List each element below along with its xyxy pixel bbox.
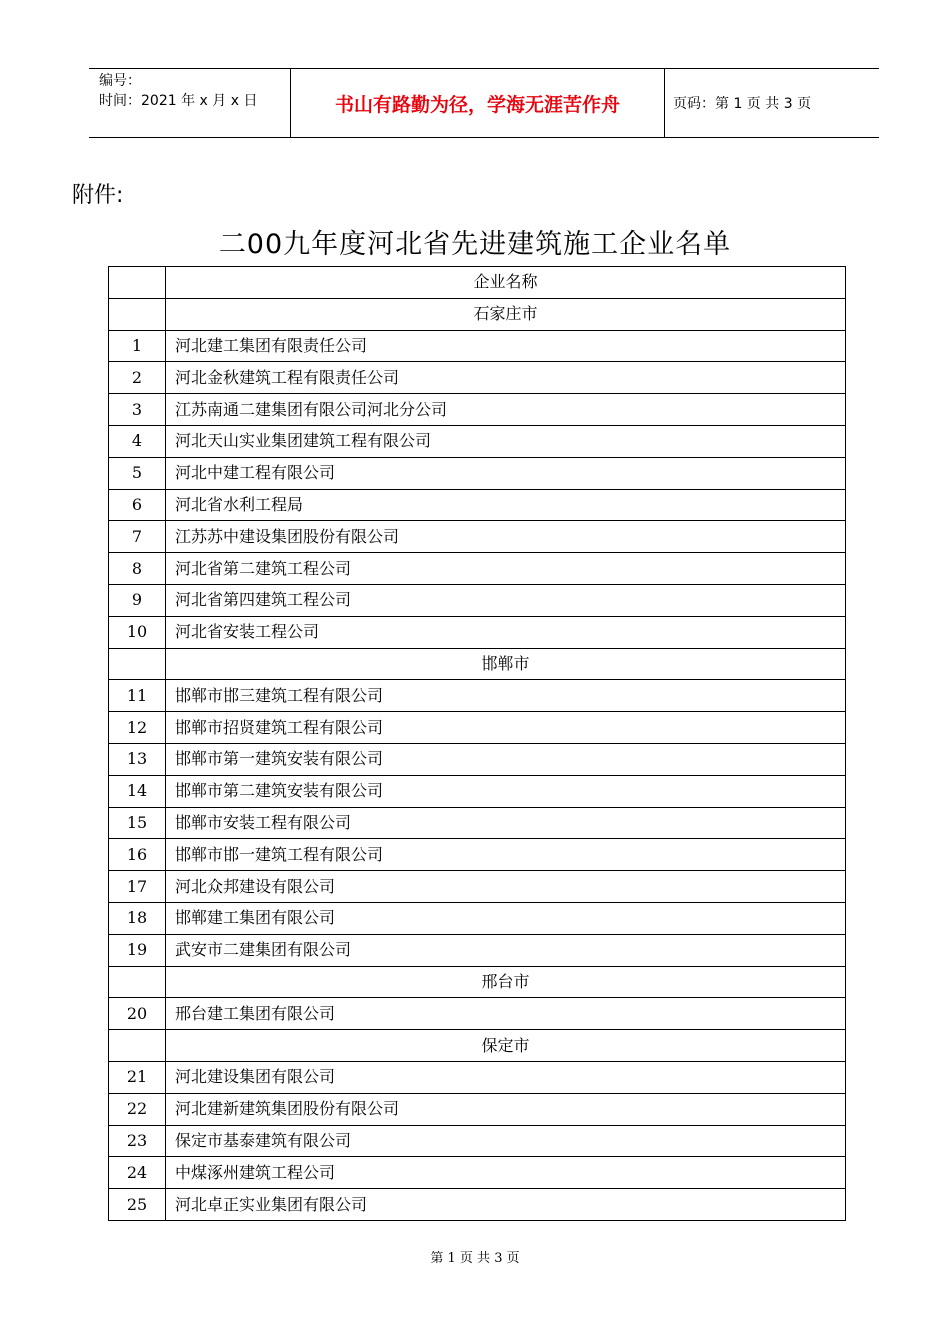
table-row: [109, 362, 846, 394]
row-number: 9: [109, 584, 166, 616]
document-title: 二00九年度河北省先进建筑施工企业名单: [218, 229, 732, 260]
enterprise-table-body: [109, 267, 846, 1221]
table-row: [109, 902, 846, 934]
enterprise-name: 邢台建工集团有限公司: [166, 998, 846, 1030]
row-number: 24: [109, 1157, 166, 1189]
page-footer: 第 1 页 共 3 页: [430, 1251, 520, 1266]
row-number: 4: [109, 425, 166, 457]
enterprise-name: 邯郸市第二建筑安装有限公司: [166, 775, 846, 807]
enterprise-name: 邯郸市安装工程有限公司: [166, 807, 846, 839]
header-motto: 书山有路勤为径，学海无涯苦作舟: [290, 69, 665, 137]
section-row: [109, 298, 846, 330]
table-row: [109, 425, 846, 457]
table-row: [109, 457, 846, 489]
section-label: 保定市: [166, 1030, 846, 1062]
enterprise-table: [108, 266, 846, 1221]
table-row: [109, 394, 846, 426]
time-line: 时间：2021 年 x 月 x 日: [99, 93, 258, 109]
table-row: [109, 775, 846, 807]
enterprise-name: 河北建新建筑集团股份有限公司: [166, 1093, 846, 1125]
section-num-cell: [109, 1030, 166, 1062]
enterprise-name: 邯郸建工集团有限公司: [166, 902, 846, 934]
section-label: 邯郸市: [166, 648, 846, 680]
row-number: 1: [109, 330, 166, 362]
enterprise-name: 邯郸市邯三建筑工程有限公司: [166, 680, 846, 712]
row-number: 2: [109, 362, 166, 394]
row-number: 12: [109, 712, 166, 744]
row-number: 8: [109, 553, 166, 585]
section-row: [109, 966, 846, 998]
header-meta: [99, 71, 289, 111]
enterprise-name: 邯郸市第一建筑安装有限公司: [166, 743, 846, 775]
enterprise-name: 保定市基泰建筑有限公司: [166, 1125, 846, 1157]
table-row: [109, 553, 846, 585]
table-header-row: [109, 267, 846, 299]
table-row: [109, 616, 846, 648]
table-row: [109, 521, 846, 553]
row-number: 15: [109, 807, 166, 839]
enterprise-name: 河北天山实业集团建筑工程有限公司: [166, 425, 846, 457]
column-header: 企业名称: [166, 267, 846, 299]
enterprise-name: 邯郸市招贤建筑工程有限公司: [166, 712, 846, 744]
enterprise-name: 河北省第四建筑工程公司: [166, 584, 846, 616]
table-row: [109, 712, 846, 744]
enterprise-name: 河北省第二建筑工程公司: [166, 553, 846, 585]
table-row: [109, 807, 846, 839]
enterprise-name: 中煤涿州建筑工程公司: [166, 1157, 846, 1189]
enterprise-name: 河北金秋建筑工程有限责任公司: [166, 362, 846, 394]
enterprise-name: 江苏南通二建集团有限公司河北分公司: [166, 394, 846, 426]
row-number: 6: [109, 489, 166, 521]
code-label: 编号：: [99, 73, 141, 89]
enterprise-name: 河北卓正实业集团有限公司: [166, 1189, 846, 1221]
attachment-label: 附件:: [72, 183, 124, 208]
section-num-cell: [109, 966, 166, 998]
table-row: [109, 1157, 846, 1189]
section-row: [109, 1030, 846, 1062]
row-number: 19: [109, 934, 166, 966]
table-row: [109, 1061, 846, 1093]
table-row: [109, 871, 846, 903]
enterprise-name: 河北建设集团有限公司: [166, 1061, 846, 1093]
row-number: 23: [109, 1125, 166, 1157]
enterprise-name: 江苏苏中建设集团股份有限公司: [166, 521, 846, 553]
header-page-info: 页码：第 1 页 共 3 页: [673, 96, 812, 112]
row-number: 7: [109, 521, 166, 553]
enterprise-name: 河北建工集团有限责任公司: [166, 330, 846, 362]
row-number: 10: [109, 616, 166, 648]
section-row: [109, 648, 846, 680]
page-header: [89, 68, 879, 138]
table-row: [109, 1093, 846, 1125]
row-number: 13: [109, 743, 166, 775]
header-num-cell: [109, 267, 166, 299]
row-number: 18: [109, 902, 166, 934]
section-num-cell: [109, 648, 166, 680]
row-number: 16: [109, 839, 166, 871]
table-row: [109, 680, 846, 712]
row-number: 14: [109, 775, 166, 807]
row-number: 17: [109, 871, 166, 903]
enterprise-name: 武安市二建集团有限公司: [166, 934, 846, 966]
table-row: [109, 584, 846, 616]
enterprise-name: 河北中建工程有限公司: [166, 457, 846, 489]
row-number: 25: [109, 1189, 166, 1221]
section-label: 石家庄市: [166, 298, 846, 330]
enterprise-name: 河北省安装工程公司: [166, 616, 846, 648]
table-row: [109, 489, 846, 521]
row-number: 3: [109, 394, 166, 426]
row-number: 22: [109, 1093, 166, 1125]
enterprise-name: 河北众邦建设有限公司: [166, 871, 846, 903]
row-number: 21: [109, 1061, 166, 1093]
section-num-cell: [109, 298, 166, 330]
row-number: 20: [109, 998, 166, 1030]
enterprise-name: 河北省水利工程局: [166, 489, 846, 521]
table-row: [109, 1125, 846, 1157]
table-row: [109, 330, 846, 362]
table-row: [109, 998, 846, 1030]
table-row: [109, 934, 846, 966]
table-row: [109, 839, 846, 871]
table-row: [109, 1189, 846, 1221]
enterprise-name: 邯郸市邯一建筑工程有限公司: [166, 839, 846, 871]
row-number: 11: [109, 680, 166, 712]
row-number: 5: [109, 457, 166, 489]
section-label: 邢台市: [166, 966, 846, 998]
table-row: [109, 743, 846, 775]
